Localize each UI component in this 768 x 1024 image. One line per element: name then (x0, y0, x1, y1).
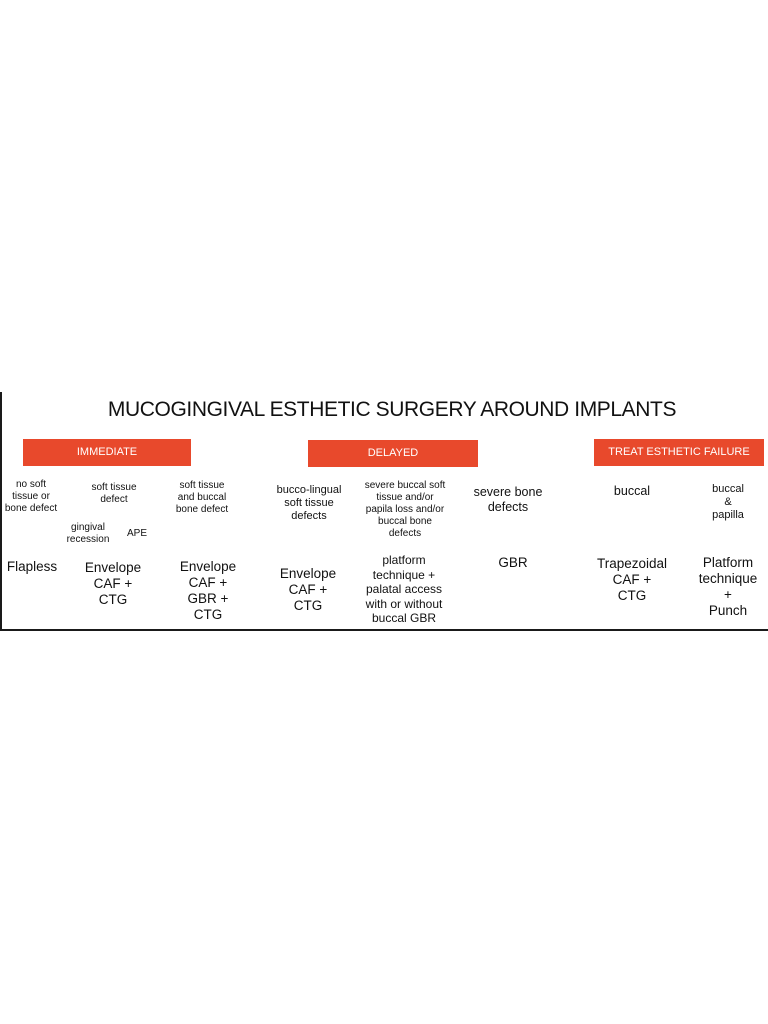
procedure-flapless: Flapless (6, 559, 58, 574)
procedure-delayed-envelope-caf-ctg: Envelope CAF + CTG (279, 566, 337, 613)
condition-soft-tissue-and-buccal-bone-defect: soft tissue and buccal bone defect (175, 480, 229, 515)
category-treat-esthetic-failure: TREAT ESTHETIC FAILURE (594, 439, 764, 466)
procedure-gbr: GBR (498, 555, 528, 570)
category-delayed: DELAYED (308, 440, 478, 467)
procedure-platform-technique-punch: Platform technique + Punch (698, 555, 758, 618)
procedure-platform-technique-palatal-access: platform technique + palatal access with or without buccal GBR (365, 553, 443, 625)
condition-severe-buccal-soft-tissue-papilla-loss: severe buccal soft tissue and/or papila loss and/or buccal bone defects (364, 480, 446, 539)
chart-bottom-border (0, 629, 768, 631)
surgery-chart (0, 392, 768, 632)
condition-bucco-lingual-soft-tissue-defects: bucco-lingual soft tissue defects (276, 484, 342, 522)
condition-soft-tissue-defect: soft tissue defect (91, 482, 137, 505)
condition-gingival-recession: gingival recession (66, 522, 110, 545)
category-immediate: IMMEDIATE (23, 439, 191, 466)
condition-ape: APE (126, 528, 148, 539)
procedure-trapezoidal-caf-ctg: Trapezoidal CAF + CTG (596, 556, 668, 603)
condition-severe-bone-defects: severe bone defects (473, 485, 543, 514)
condition-buccal-and-papilla: buccal & papilla (712, 483, 744, 521)
condition-buccal: buccal (613, 484, 651, 498)
procedure-envelope-caf-ctg: Envelope CAF + CTG (84, 560, 142, 607)
procedure-envelope-caf-gbr-ctg: Envelope CAF + GBR + CTG (179, 559, 237, 622)
chart-left-border (0, 392, 2, 630)
condition-no-soft-tissue-or-bone-defect: no soft tissue or bone defect (4, 479, 58, 514)
chart-title: MUCOGINGIVAL ESTHETIC SURGERY AROUND IMPLANTS (107, 398, 677, 421)
